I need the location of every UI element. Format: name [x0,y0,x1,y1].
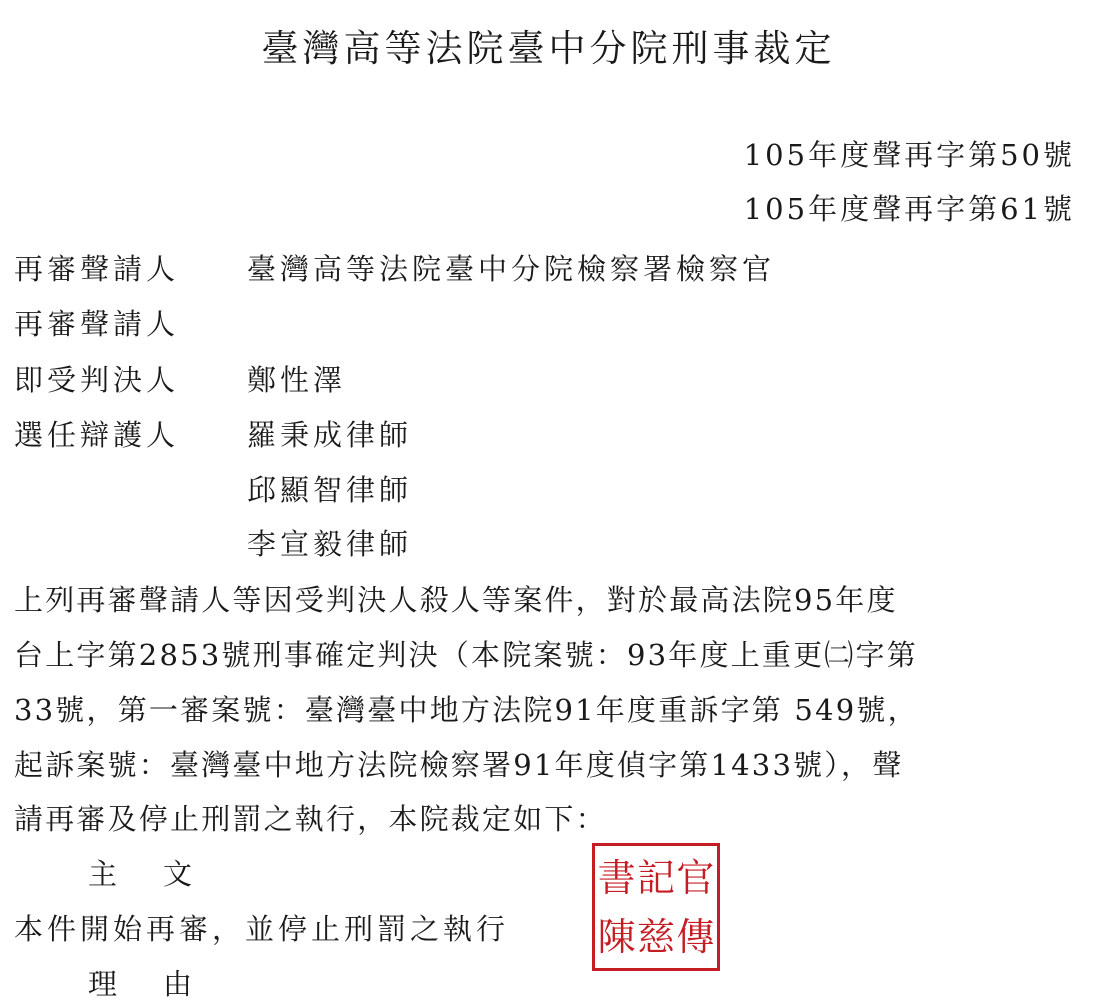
party-name: 鄭性澤 [247,363,347,397]
seal-char: 官 [676,855,715,900]
party-row [14,413,412,454]
party-row [14,247,775,288]
body-paragraph-line: 台上字第2853號刑事確定判決（本院案號：93年度上重更㈡字第 [14,638,918,672]
party-role: 即受判決人 [14,363,180,397]
party-row [14,468,412,509]
party-row [14,358,346,399]
party-name: 臺灣高等法院臺中分院檢察署檢察官 [247,252,776,286]
seal-char: 傳 [676,914,715,959]
case-number-1: 105年度聲再字第50號 [743,138,1075,172]
body-paragraph-line: 33號，第一審案號：臺灣臺中地方法院91年度重訴字第 549號， [14,693,919,727]
clerk-seal-stamp [592,843,720,971]
body-paragraph-line: 起訴案號：臺灣臺中地方法院檢察署91年度偵字第1433號），聲 [14,748,904,782]
party-name: 邱顯智律師 [247,473,413,507]
seal-char: 書 [597,855,636,900]
party-name: 李宣毅律師 [247,527,413,561]
party-role: 再審聲請人 [14,252,180,286]
body-paragraph-line: 上列再審聲請人等因受判決人殺人等案件，對於最高法院95年度 [14,583,898,617]
seal-char: 慈 [636,914,675,959]
reason-heading: 理由 [88,967,239,1001]
party-name: 羅秉成律師 [247,418,413,452]
party-row [14,522,412,563]
seal-char: 記 [636,855,675,900]
body-paragraph-line: 請再審及停止刑罰之執行，本院裁定如下： [14,802,607,836]
ruling-text: 本件開始再審，並停止刑罰之執行 [14,912,510,946]
case-number-2: 105年度聲再字第61號 [743,192,1075,226]
party-role: 選任辯護人 [14,418,180,452]
party-role: 再審聲請人 [14,307,180,341]
document-title: 臺灣高等法院臺中分院刑事裁定 [261,27,836,70]
main-text-heading: 主文 [88,857,239,891]
party-row [14,302,247,343]
seal-char: 陳 [597,914,636,959]
